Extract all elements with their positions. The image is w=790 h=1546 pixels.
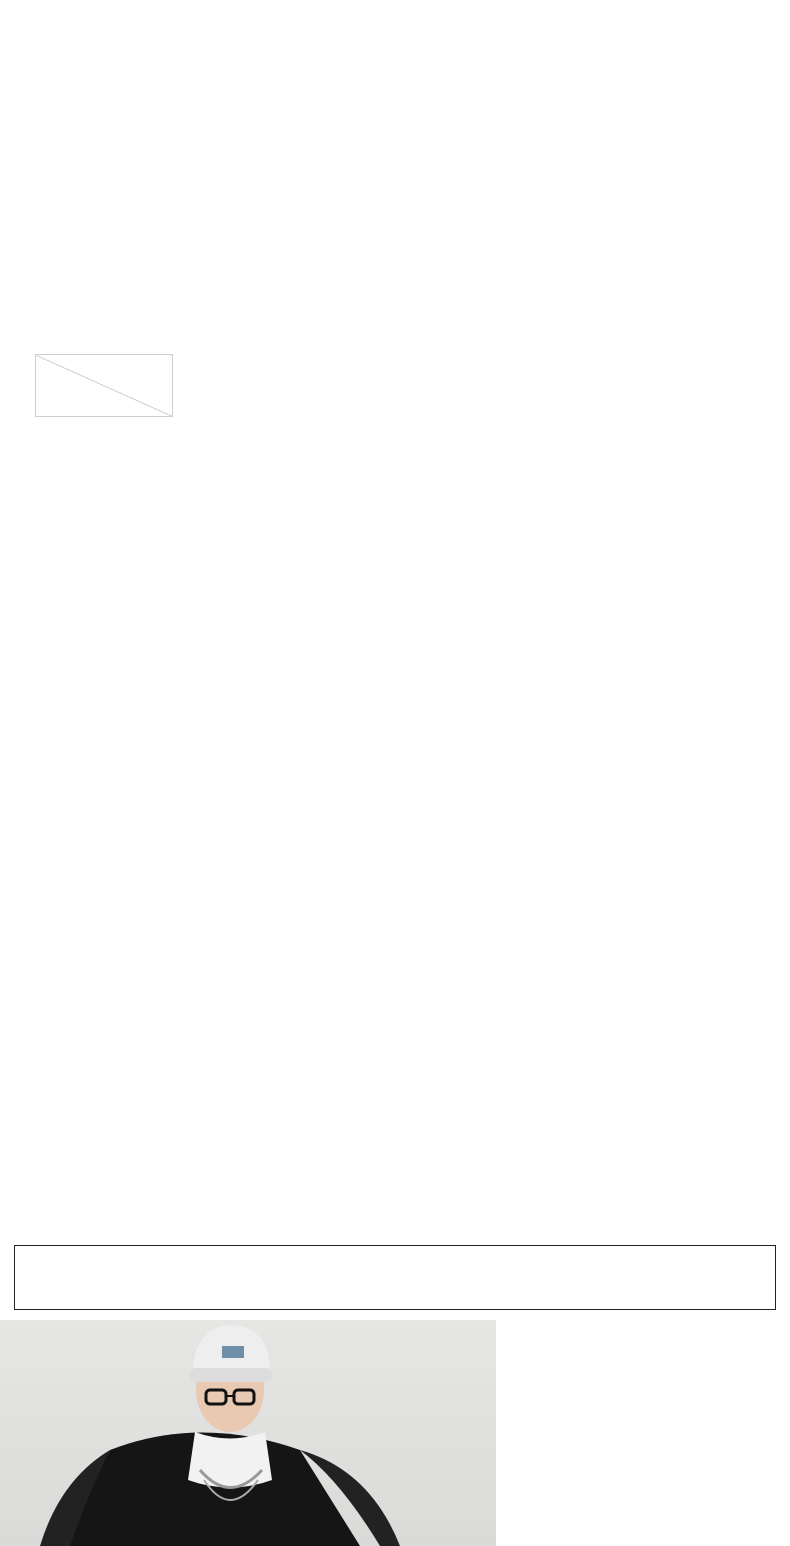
grid-corner — [36, 355, 173, 417]
model-photo — [0, 1320, 496, 1546]
color-banner — [14, 1245, 776, 1310]
model-illustration — [0, 1320, 496, 1546]
size-grid — [35, 354, 772, 417]
